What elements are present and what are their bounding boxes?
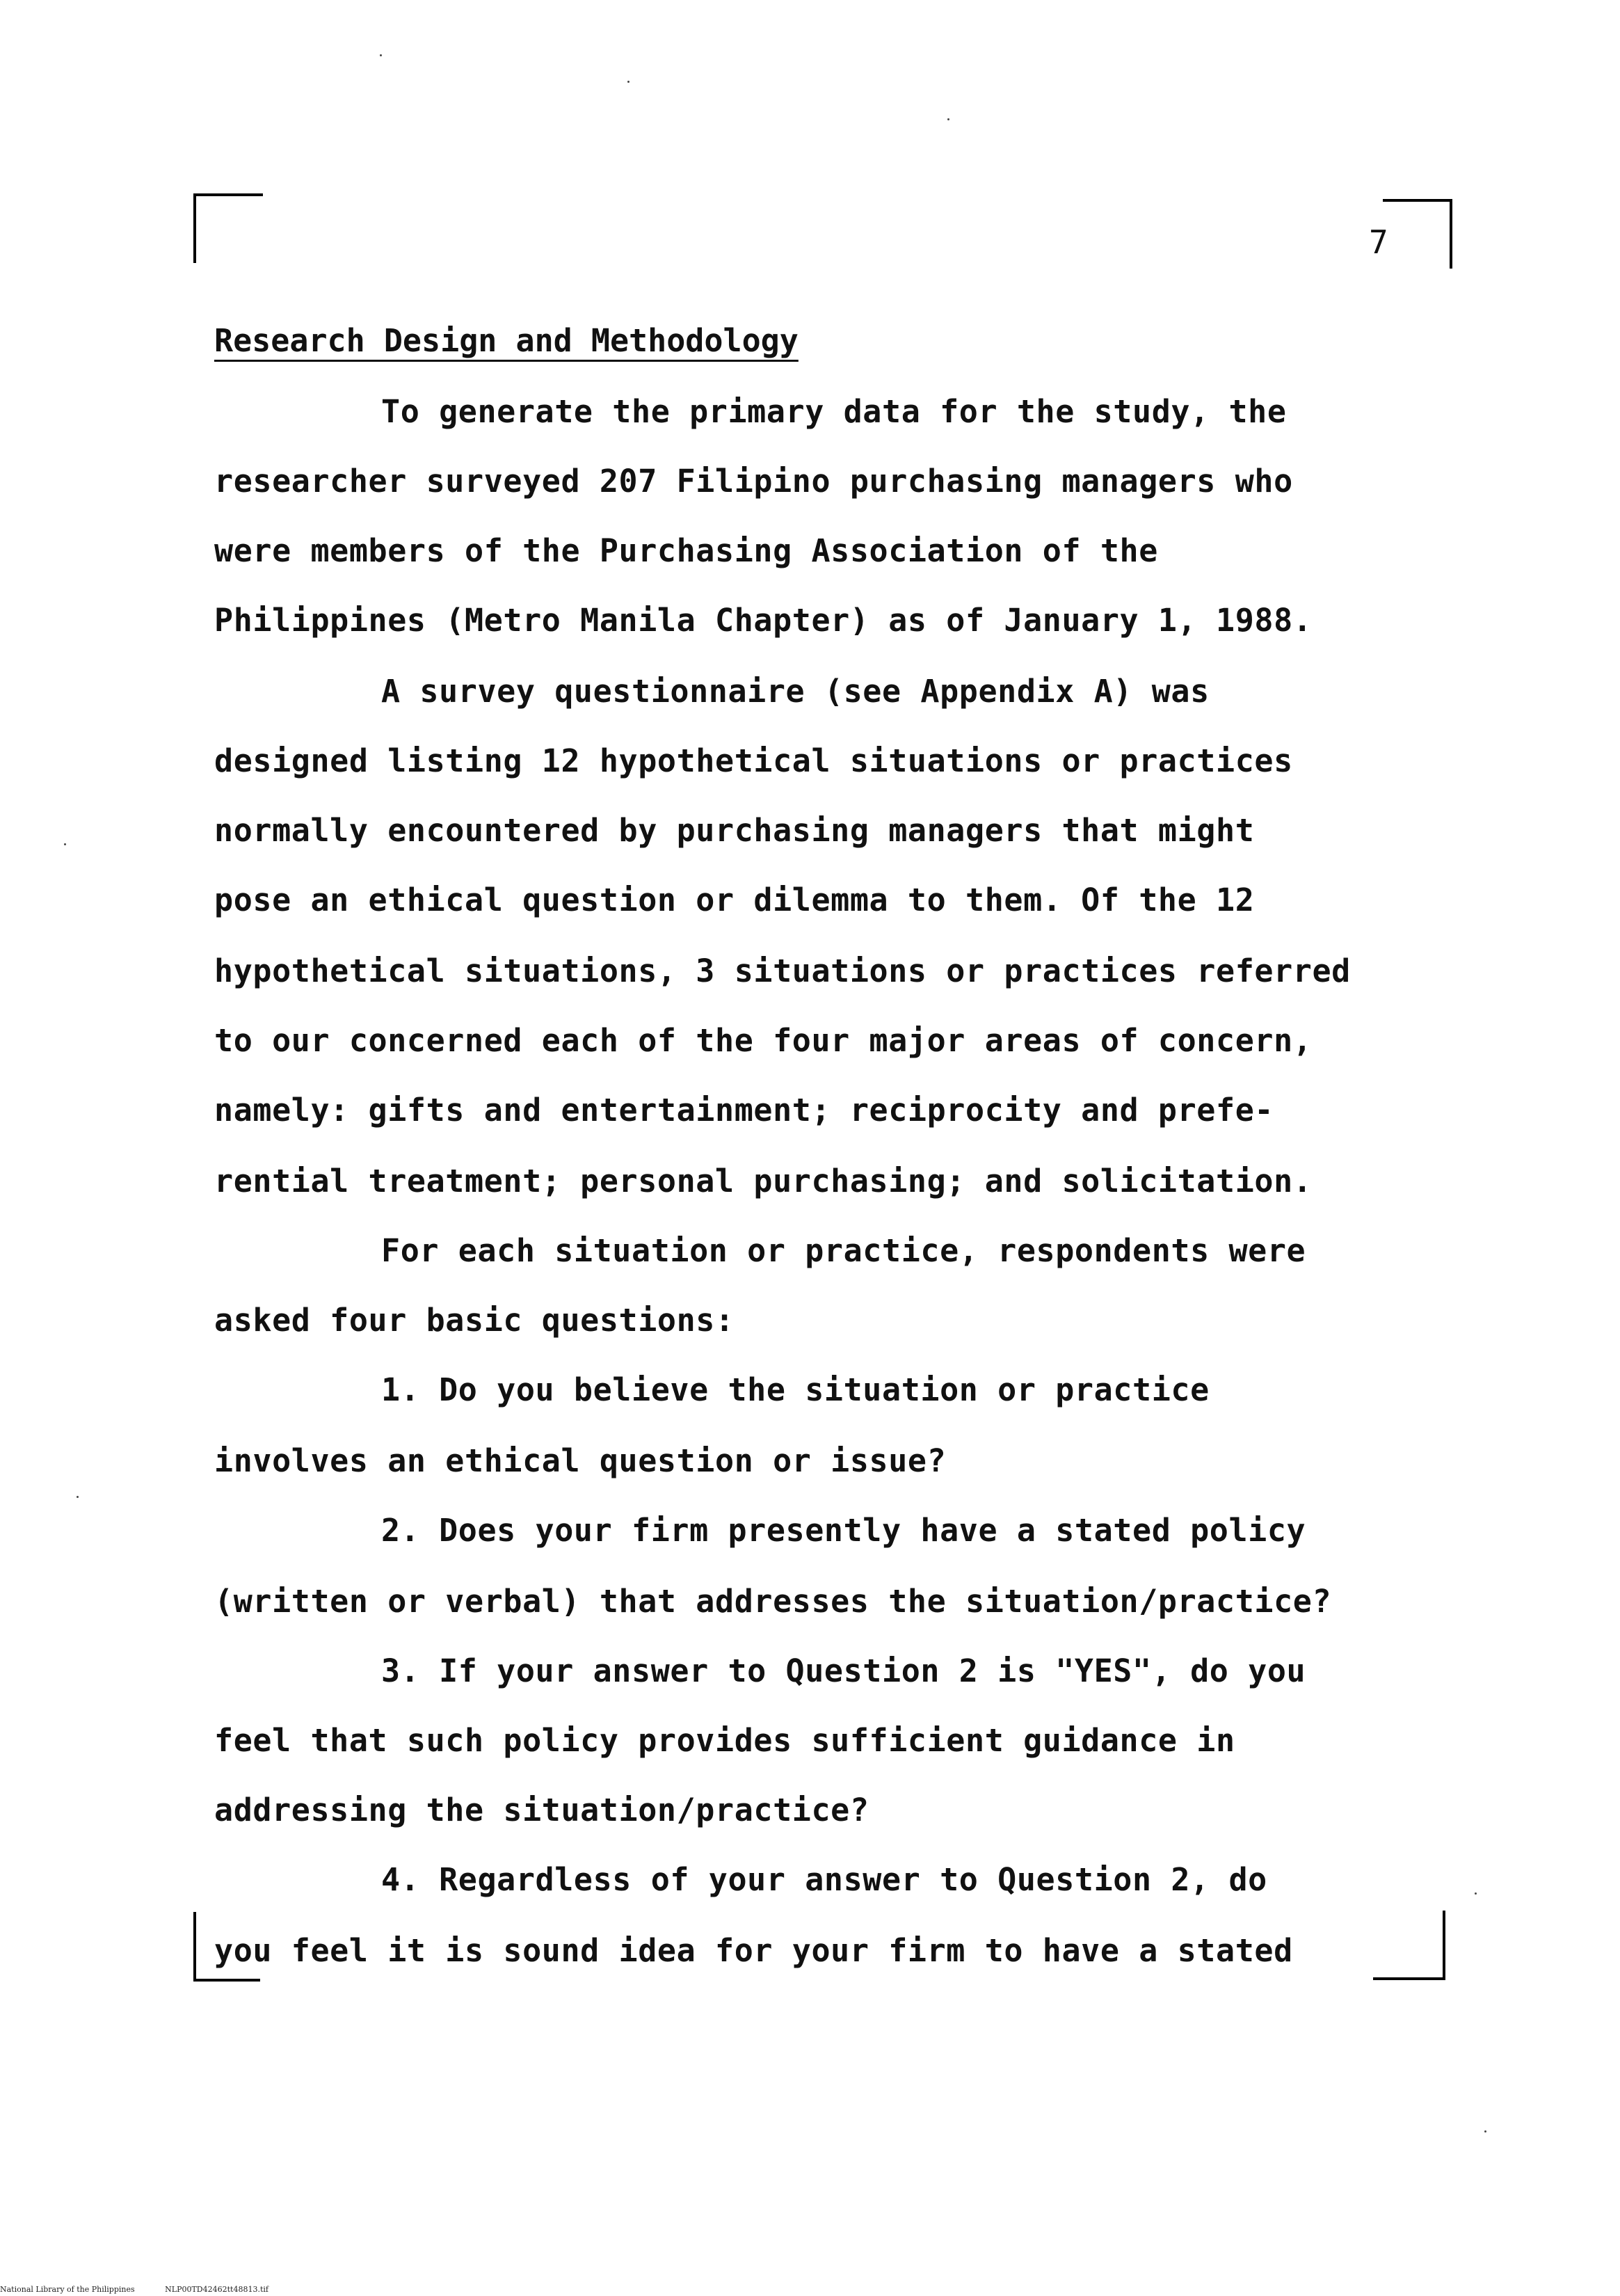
text-line: Philippines (Metro Manila Chapter) as of January 1, 1988. [214, 602, 1313, 639]
text-line: pose an ethical question or dilemma to them. Of the 12 [214, 882, 1255, 918]
crop-mark-bottom-right-h [1373, 1977, 1445, 1980]
text-line: rential treatment; personal purchasing; and solicitation. [214, 1163, 1313, 1199]
text-line: designed listing 12 hypothetical situations or practices [214, 742, 1293, 779]
text-line: To generate the primary data for the study, the [381, 393, 1287, 430]
text-line: 2. Does your firm presently have a stated policy [381, 1512, 1306, 1549]
text-line: asked four basic questions: [214, 1302, 735, 1339]
text-line: you feel it is sound idea for your firm to have a stated [214, 1932, 1293, 1969]
text-line: feel that such policy provides sufficient guidance in [214, 1722, 1235, 1759]
text-line: (written or verbal) that addresses the situation/practice? [214, 1583, 1332, 1620]
crop-mark-top-left-h [193, 193, 263, 196]
text-line: hypothetical situations, 3 situations or practices referred [214, 952, 1351, 989]
crop-mark-top-left-v [193, 193, 196, 263]
text-line: namely: gifts and entertainment; reciprocity and prefe- [214, 1092, 1274, 1129]
scan-speck [1475, 1892, 1477, 1895]
scan-speck [77, 1496, 79, 1498]
scan-speck [627, 81, 629, 83]
text-line: A survey questionnaire (see Appendix A) was [381, 673, 1210, 710]
footer-filename: NLP00TD42462tt48813.tif [165, 2285, 268, 2294]
scan-speck [64, 843, 66, 845]
crop-mark-top-right-v [1450, 199, 1452, 269]
crop-mark-bottom-left-h [193, 1979, 260, 1982]
text-line: normally encountered by purchasing managers that might [214, 812, 1255, 849]
text-line: to our concerned each of the four major areas of concern, [214, 1022, 1313, 1059]
scan-speck [380, 54, 382, 56]
text-line: For each situation or practice, respondents were [381, 1232, 1306, 1269]
text-line: were members of the Purchasing Association of the [214, 532, 1158, 569]
crop-mark-top-right-h [1383, 199, 1452, 202]
scan-footer [0, 2285, 296, 2295]
page-number: 7 [1369, 223, 1388, 261]
text-line: 4. Regardless of your answer to Question 2, do [381, 1861, 1267, 1898]
crop-mark-bottom-right-v [1443, 1911, 1445, 1980]
text-line: 1. Do you believe the situation or practice [381, 1371, 1210, 1408]
text-line: addressing the situation/practice? [214, 1792, 869, 1828]
crop-mark-bottom-left-v [193, 1912, 196, 1982]
scan-speck [947, 118, 949, 120]
footer-library: National Library of the Philippines [0, 2285, 135, 2294]
section-heading: Research Design and Methodology [214, 322, 799, 359]
scan-speck [1484, 2130, 1486, 2132]
text-line: 3. If your answer to Question 2 is "YES", do you [381, 1652, 1306, 1689]
text-line: researcher surveyed 207 Filipino purchasing managers who [214, 463, 1293, 500]
text-line: involves an ethical question or issue? [214, 1442, 947, 1479]
